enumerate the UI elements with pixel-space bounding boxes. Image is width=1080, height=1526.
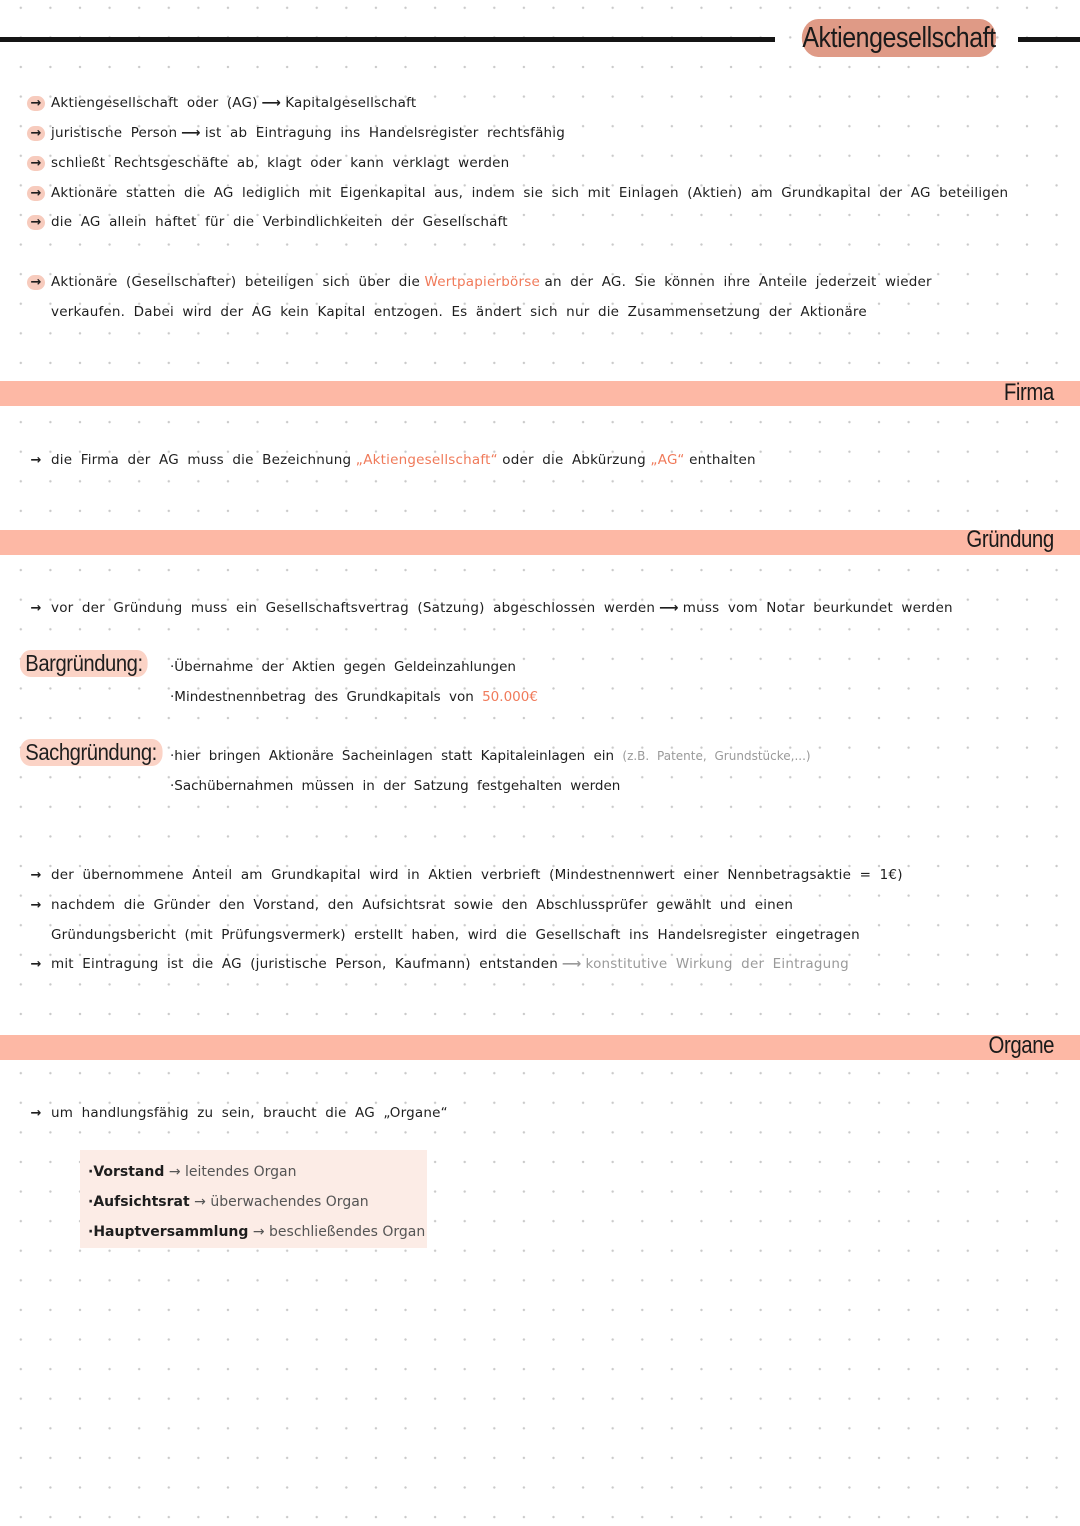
- intro-bullet: → juristische Person ⟶ ist ab Eintragung ins Handelsregister rechtsfähig: [27, 125, 565, 141]
- long-arrow-icon: ⟶: [561, 956, 582, 972]
- section-heading-firma: Firma: [1003, 379, 1054, 406]
- arrow-right-icon: →: [30, 1106, 42, 1121]
- muted-note: konstitutive Wirkung der Eintragung: [585, 956, 849, 972]
- gruendung-bullet: → nachdem die Gründer den Vorstand, den Aufsichtsrat sowie den Abschlussprüfer gewählt und einen: [27, 897, 793, 913]
- section-bar-firma: [0, 381, 1080, 406]
- page-title: Aktiengesellschaft: [802, 19, 996, 57]
- organ-item: ·Vorstand → leitendes Organ: [88, 1164, 297, 1180]
- section-bar-gruendung: [0, 530, 1080, 555]
- title-rule-left: [0, 37, 775, 42]
- long-arrow-icon: ⟶: [261, 95, 282, 111]
- arrow-right-icon: →: [30, 898, 42, 913]
- intro-bullet: → Aktiengesellschaft oder (AG) ⟶ Kapitalgesellschaft: [27, 95, 416, 111]
- arrow-right-icon: →: [30, 453, 42, 468]
- sachgruendung-item: ·hier bringen Aktionäre Sacheinlagen statt Kapitaleinlagen ein (z.B. Patente, Grundstücke,...): [170, 748, 811, 764]
- organ-item: ·Hauptversammlung → beschließendes Organ: [88, 1224, 426, 1240]
- accent-term: „Aktiengesellschaft“: [355, 452, 498, 468]
- gruendung-continuation: Gründungsbericht (mit Prüfungsvermerk) erstellt haben, wird die Gesellschaft ins Handelsregister eingetragen: [51, 927, 860, 943]
- section-bar-organe: [0, 1035, 1080, 1060]
- example-note: (z.B. Patente, Grundstücke,...): [622, 749, 811, 763]
- intro-bullet: → Aktionäre statten die AG lediglich mit Eigenkapital aus, indem sie sich mit Einlagen (Aktien) am Grundkapital der AG beteiligen: [27, 185, 1008, 201]
- gruendung-intro: → vor der Gründung muss ein Gesellschaftsvertrag (Satzung) abgeschlossen werden ⟶ muss vom Notar beurkundet werden: [27, 600, 953, 616]
- arrow-right-icon: →: [194, 1194, 206, 1210]
- arrow-right-icon: →: [27, 186, 45, 201]
- intro-bullet: → schließt Rechtsgeschäfte ab, klagt oder kann verklagt werden: [27, 155, 509, 171]
- arrow-right-icon: →: [30, 868, 42, 883]
- bargruendung-item: ·Mindestnennbetrag des Grundkapitals von 50.000€: [170, 689, 538, 705]
- arrow-right-icon: →: [27, 275, 45, 290]
- long-arrow-icon: ⟶: [181, 125, 201, 141]
- accent-term: „AG“: [650, 452, 685, 468]
- arrow-right-icon: →: [27, 96, 45, 111]
- sachgruendung-item: ·Sachübernahmen müssen in der Satzung festgehalten werden: [170, 778, 621, 794]
- arrow-right-icon: →: [27, 126, 45, 141]
- arrow-right-icon: →: [27, 215, 45, 230]
- gruendung-bullet: → mit Eintragung ist die AG (juristische Person, Kaufmann) entstanden ⟶ konstitutive Wirkung der Eintragung: [27, 956, 849, 972]
- accent-term: Wertpapierbörse: [424, 274, 540, 290]
- organ-item: ·Aufsichtsrat → überwachendes Organ: [88, 1194, 369, 1210]
- bargruendung-label: Bargründung:: [20, 650, 148, 677]
- intro-paragraph-line1: → Aktionäre (Gesellschafter) beteiligen sich über die Wertpapierbörse an der AG. Sie können ihre Anteile jederzeit wieder: [27, 274, 932, 290]
- title-rule-right: [1018, 37, 1080, 42]
- bargruendung-item: ·Übernahme der Aktien gegen Geldeinzahlungen: [170, 659, 516, 675]
- firma-bullet: → die Firma der AG muss die Bezeichnung „Aktiengesellschaft“ oder die Abkürzung „AG“ enthalten: [27, 452, 756, 468]
- intro-paragraph-line2: verkaufen. Dabei wird der AG kein Kapital entzogen. Es ändert sich nur die Zusammensetzung der Aktionäre: [51, 304, 867, 320]
- sachgruendung-label: Sachgründung:: [20, 739, 162, 766]
- section-heading-organe: Organe: [988, 1032, 1054, 1059]
- gruendung-bullet: → der übernommene Anteil am Grundkapital wird in Aktien verbrieft (Mindestnennwert einer Nennbetragsaktie = 1€): [27, 867, 903, 883]
- section-heading-gruendung: Gründung: [966, 526, 1054, 553]
- arrow-right-icon: →: [168, 1164, 181, 1180]
- long-arrow-icon: ⟶: [659, 600, 679, 616]
- arrow-right-icon: →: [30, 957, 42, 972]
- organ-list: [80, 1150, 427, 1248]
- organe-intro: → um handlungsfähig zu sein, braucht die AG „Organe“: [27, 1105, 448, 1121]
- amount-value: 50.000€: [482, 689, 538, 705]
- intro-bullet: → die AG allein haftet für die Verbindlichkeiten der Gesellschaft: [27, 214, 508, 230]
- arrow-right-icon: →: [27, 156, 45, 171]
- arrow-right-icon: →: [30, 601, 42, 616]
- arrow-right-icon: →: [252, 1224, 265, 1240]
